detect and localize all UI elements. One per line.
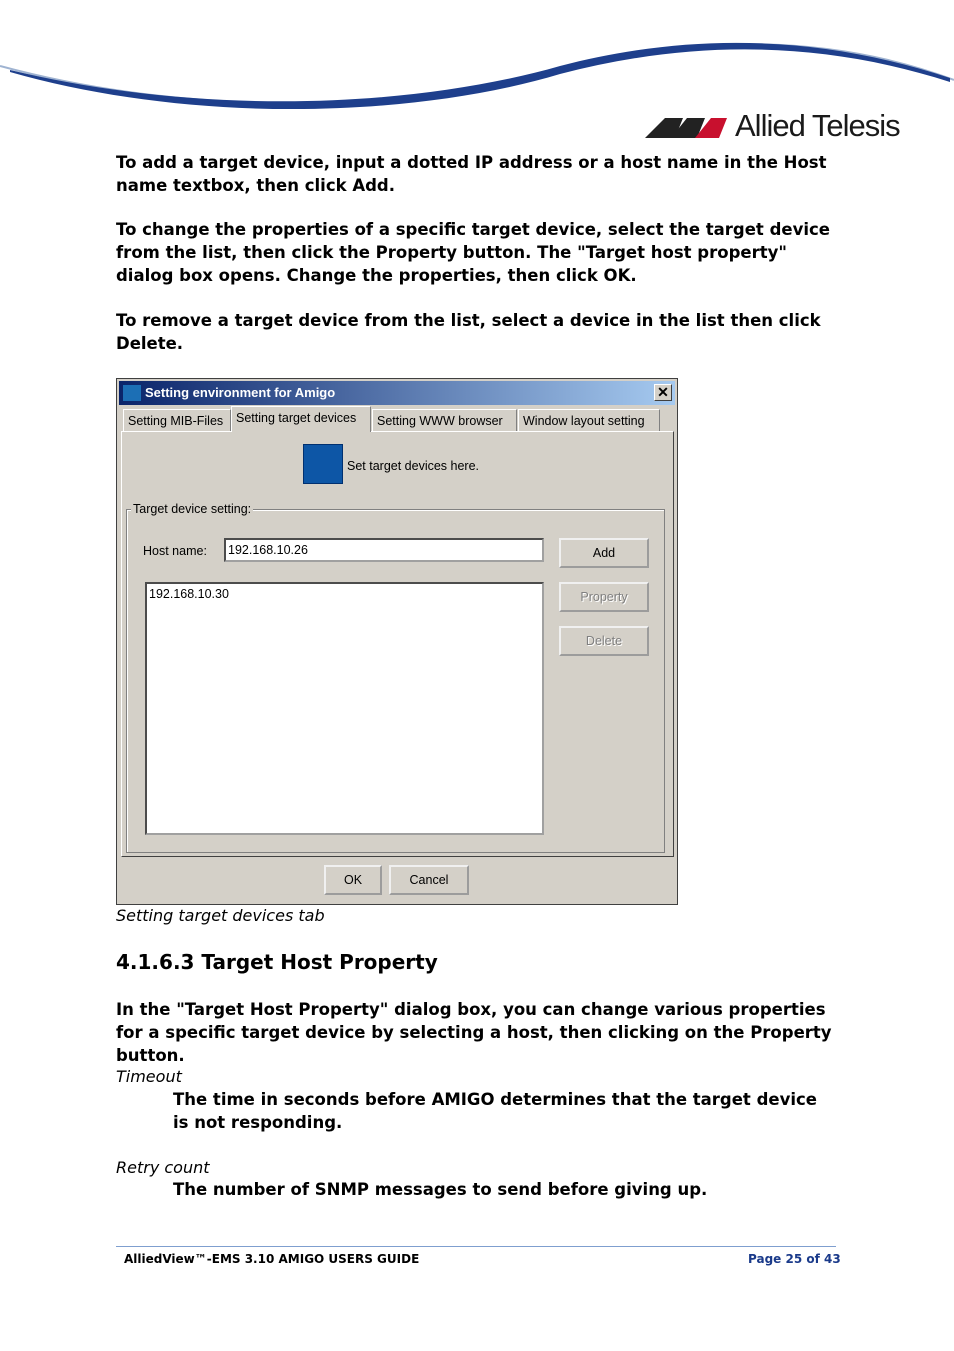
- definition-term: Retry count: [116, 1158, 210, 1177]
- section-heading: 4.1.6.3 Target Host Property: [116, 950, 438, 974]
- paragraph-change: To change the properties of a specific target device, select the target device from the list, then click the Property button. The "Target host property" dialog box opens. Change the properties, then click OK.: [116, 220, 830, 285]
- banner-text: Set target devices here.: [347, 459, 480, 473]
- page-number: Page 25 of 43: [748, 1252, 841, 1266]
- app-icon: [123, 385, 141, 401]
- figure-caption: Setting target devices tab: [116, 906, 325, 925]
- logo-text: Allied Telesis: [735, 108, 900, 143]
- settings-dialog: [116, 378, 678, 905]
- dialog-titlebar: [119, 381, 675, 405]
- definition-desc: The number of SNMP messages to send before giving up.: [173, 1180, 708, 1199]
- list-item[interactable]: 192.168.10.30: [149, 587, 229, 601]
- footer-title: AlliedView™-EMS 3.10 AMIGO USERS GUIDE: [124, 1252, 420, 1266]
- ok-button[interactable]: OK: [324, 865, 382, 895]
- target-device-icon: [303, 444, 343, 484]
- paragraph-add: To add a target device, input a dotted IP address or a host name in the Host name textbox, then click Add.: [116, 153, 827, 195]
- delete-button[interactable]: Delete: [559, 626, 649, 656]
- tab-setting-target-devices[interactable]: Setting target devices: [231, 406, 371, 432]
- definition-desc: The time in seconds before AMIGO determines that the target device is not responding.: [173, 1090, 817, 1132]
- cancel-button[interactable]: Cancel: [389, 865, 469, 895]
- target-device-list[interactable]: [145, 582, 544, 835]
- paragraph-remove: To remove a target device from the list, select a device in the list then click Delete.: [116, 311, 821, 353]
- group-label: Target device setting:: [133, 502, 252, 516]
- section-intro: In the "Target Host Property" dialog box, you can change various properties for a specific target device by selecting a host, then clicking on the Property button.: [116, 1000, 832, 1065]
- close-icon[interactable]: ✕: [654, 384, 672, 401]
- tab-window-layout-setting[interactable]: Window layout setting: [518, 409, 660, 431]
- property-button[interactable]: Property: [559, 582, 649, 612]
- host-name-input[interactable]: 192.168.10.26: [224, 538, 544, 562]
- dialog-title: Setting environment for Amigo: [145, 385, 336, 400]
- host-name-label: Host name:: [143, 544, 207, 558]
- definition-term: Timeout: [116, 1067, 182, 1086]
- add-button[interactable]: Add: [559, 538, 649, 568]
- footer-divider: [116, 1246, 836, 1247]
- tab-setting-www-browser[interactable]: Setting WWW browser: [372, 409, 517, 431]
- tab-setting-mib-files[interactable]: Setting MIB-Files: [123, 409, 231, 431]
